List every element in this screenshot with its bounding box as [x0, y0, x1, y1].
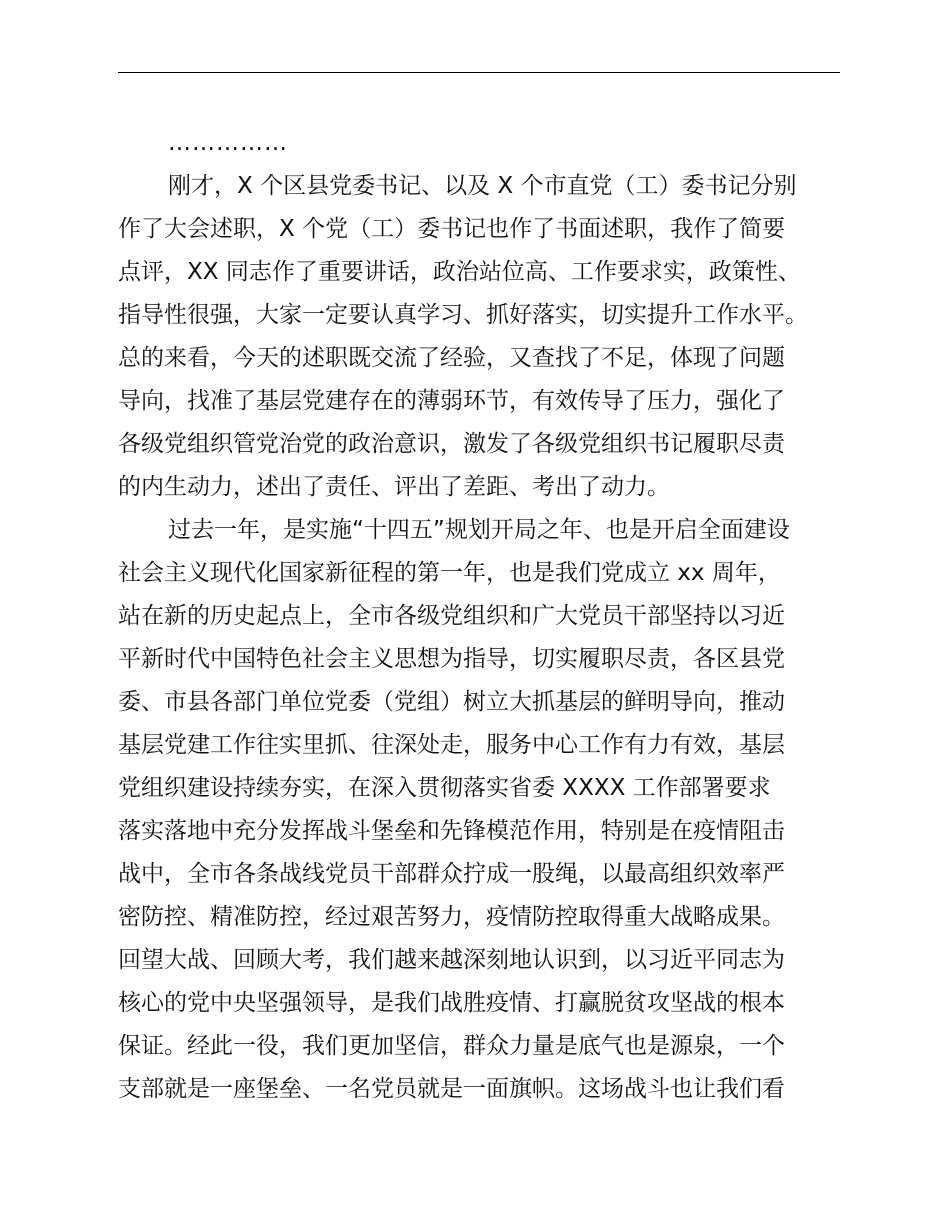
paragraph-2-line: 密防控、精准防控，经过艰苦努力，疫情防控取得重大战略成果。	[118, 904, 785, 930]
paragraph-2-line: 保证。经此一役，我们更加坚信，群众力量是底气也是源泉，一个	[118, 1033, 785, 1059]
paragraph-1-line: 导向，找准了基层党建存在的薄弱环节，有效传导了压力，强化了	[118, 388, 785, 414]
paragraph-2-line: 党组织建设持续夯实，在深入贯彻落实省委 XXXX 工作部署要求	[118, 775, 771, 801]
paragraph-1-line: 刚才，X 个区县党委书记、以及 X 个市直党（工）委书记分别	[168, 173, 797, 199]
paragraph-2-line: 委、市县各部门单位党委（党组）树立大抓基层的鲜明导向，推动	[118, 689, 785, 715]
paragraph-2-line: 基层党建工作往实里抓、往深处走，服务中心工作有力有效，基层	[118, 732, 785, 758]
paragraph-2-line: 核心的党中央坚强领导，是我们战胜疫情、打赢脱贫攻坚战的根本	[118, 990, 785, 1016]
paragraph-1-line: 指导性很强，大家一定要认真学习、抓好落实，切实提升工作水平。	[118, 302, 808, 328]
paragraph-2-line: 社会主义现代化国家新征程的第一年，也是我们党成立 xx 周年，	[118, 560, 781, 586]
header-rule	[118, 72, 840, 73]
ellipsis-line: ……………	[168, 130, 288, 156]
paragraph-2-line: 回望大战、回顾大考，我们越来越深刻地认识到，以习近平同志为	[118, 947, 785, 973]
paragraph-1-line: 点评，XX 同志作了重要讲话，政治站位高、工作要求实，政策性、	[118, 259, 801, 285]
paragraph-2-line: 站在新的历史起点上，全市各级党组织和广大党员干部坚持以习近	[118, 603, 785, 629]
paragraph-1-line: 各级党组织管党治党的政治意识，激发了各级党组织书记履职尽责	[118, 431, 785, 457]
paragraph-1-line: 的内生动力，述出了责任、评出了差距、考出了动力。	[118, 474, 670, 500]
paragraph-1-line: 作了大会述职，X 个党（工）委书记也作了书面述职，我作了简要	[118, 216, 786, 242]
paragraph-2-line: 落实落地中充分发挥战斗堡垒和先锋模范作用，特别是在疫情阻击	[118, 818, 785, 844]
body-text	[118, 122, 840, 1111]
paragraph-2-line: 平新时代中国特色社会主义思想为指导，切实履职尽责，各区县党	[118, 646, 785, 672]
paragraph-1-line: 总的来看，今天的述职既交流了经验，又查找了不足，体现了问题	[118, 345, 785, 371]
paragraph-2-line: 支部就是一座堡垒、一名党员就是一面旗帜。这场战斗也让我们看	[118, 1076, 785, 1102]
paragraph-2-line: 过去一年，是实施“十四五”规划开局之年、也是开启全面建设	[168, 517, 790, 543]
paragraph-2-line: 战中，全市各条战线党员干部群众拧成一股绳，以最高组织效率严	[118, 861, 785, 887]
